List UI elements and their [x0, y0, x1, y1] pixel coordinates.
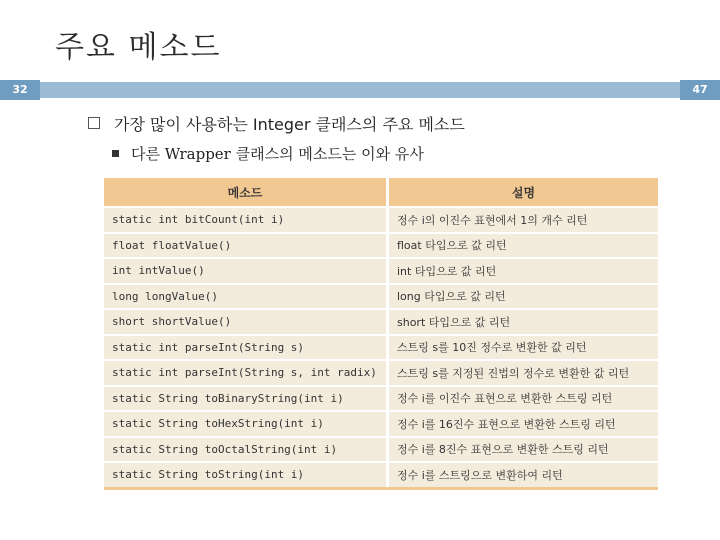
bullet-level2-text: 다른 Wrapper 클래스의 메소드는 이와 유사: [131, 145, 424, 163]
description-cell: long 타입으로 값 리턴: [388, 284, 659, 310]
method-cell: long longValue(): [104, 284, 388, 310]
description-cell: 정수 i를 8진수 표현으로 변환한 스트링 리턴: [388, 437, 659, 463]
bullet-level2: [112, 143, 424, 164]
header-description: 설명: [388, 178, 659, 207]
method-cell: static int bitCount(int i): [104, 207, 388, 233]
description-cell: 스트링 s를 10진 정수로 변환한 값 리턴: [388, 335, 659, 361]
checkbox-bullet-icon: [88, 117, 100, 129]
method-cell: static String toBinaryString(int i): [104, 386, 388, 412]
method-cell: static int parseInt(String s): [104, 335, 388, 361]
table-row: [104, 386, 658, 412]
header-band: [40, 82, 680, 98]
method-cell: static String toString(int i): [104, 462, 388, 488]
method-table: [104, 178, 658, 490]
table-header-row: [104, 178, 658, 207]
slide-title: 주요 메소드: [55, 30, 222, 65]
description-cell: int 타입으로 값 리턴: [388, 258, 659, 284]
method-cell: short shortValue(): [104, 309, 388, 335]
description-cell: float 타입으로 값 리턴: [388, 233, 659, 259]
description-cell: 스트링 s를 지정된 진법의 정수로 변환한 값 리턴: [388, 360, 659, 386]
method-cell: static String toOctalString(int i): [104, 437, 388, 463]
method-cell: static int parseInt(String s, int radix): [104, 360, 388, 386]
page-number-left: 32: [0, 80, 40, 100]
table-row: [104, 437, 658, 463]
description-cell: 정수 i를 이진수 표현으로 변환한 스트링 리턴: [388, 386, 659, 412]
bullet-level1: [88, 112, 465, 135]
description-cell: 정수 i의 이진수 표현에서 1의 개수 리턴: [388, 207, 659, 233]
table-row: [104, 335, 658, 361]
table-row: [104, 411, 658, 437]
method-cell: static String toHexString(int i): [104, 411, 388, 437]
header-method: 메소드: [104, 178, 388, 207]
table-row: [104, 309, 658, 335]
square-bullet-icon: [112, 150, 119, 157]
method-cell: int intValue(): [104, 258, 388, 284]
table-row: [104, 233, 658, 259]
table-row: [104, 284, 658, 310]
table-row: [104, 258, 658, 284]
bullet-level1-text: 가장 많이 사용하는 Integer 클래스의 주요 메소드: [114, 115, 465, 134]
method-cell: float floatValue(): [104, 233, 388, 259]
description-cell: 정수 i를 16진수 표현으로 변환한 스트링 리턴: [388, 411, 659, 437]
description-cell: 정수 i를 스트링으로 변환하여 리턴: [388, 462, 659, 488]
table-row: [104, 360, 658, 386]
description-cell: short 타입으로 값 리턴: [388, 309, 659, 335]
table-row: [104, 462, 658, 488]
table-row: [104, 207, 658, 233]
page-number-right: 47: [680, 80, 720, 100]
